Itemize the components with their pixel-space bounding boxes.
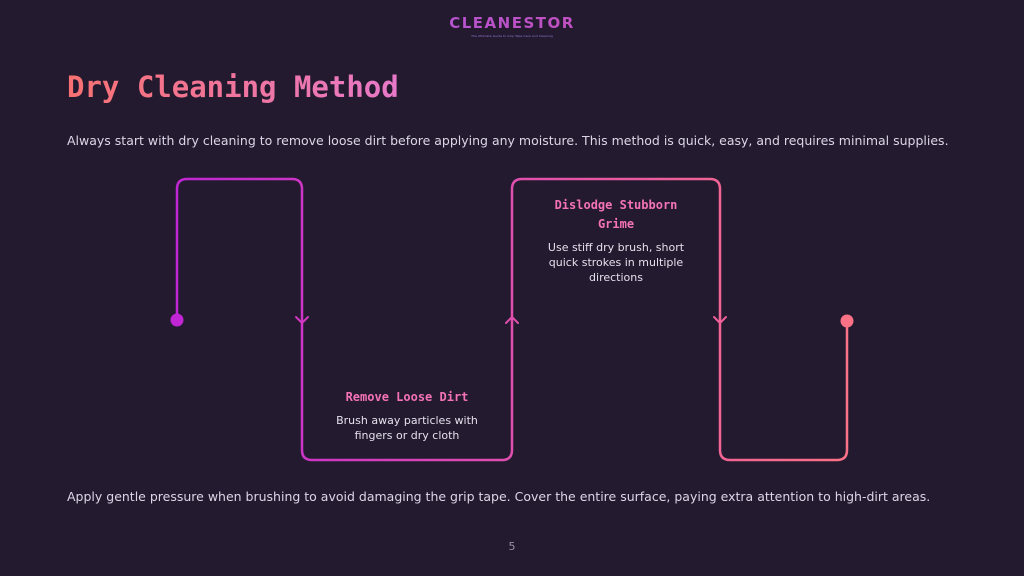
step-dislodge-stubborn-grime (536, 196, 696, 285)
step-description: Use stiff dry brush, short quick strokes in multiple directions (547, 241, 685, 284)
step-remove-loose-dirt (317, 388, 497, 443)
brand-name: CLEANESTOR (0, 14, 1024, 32)
step-description: Brush away particles with fingers or dry cloth (336, 414, 478, 442)
flow-end-dot (841, 315, 854, 328)
flow-start-dot (171, 314, 184, 327)
footer-text: Apply gentle pressure when brushing to avoid damaging the grip tape. Cover the entire surface, paying extra attention to high-dirt areas. (67, 489, 931, 504)
flow-path (177, 179, 847, 460)
step-title: Dislodge Stubborn Grime (554, 198, 678, 231)
brand-tagline: The Ultimate Guide to Grip Tape Care and Cleaning (471, 34, 553, 38)
intro-text: Always start with dry cleaning to remove loose dirt before applying any moisture. This method is quick, easy, and requires minimal supplies. (67, 133, 949, 148)
slide-title: Dry Cleaning Method (67, 70, 399, 104)
step-title: Remove Loose Dirt (345, 390, 469, 404)
page-number: 5 (508, 540, 516, 553)
